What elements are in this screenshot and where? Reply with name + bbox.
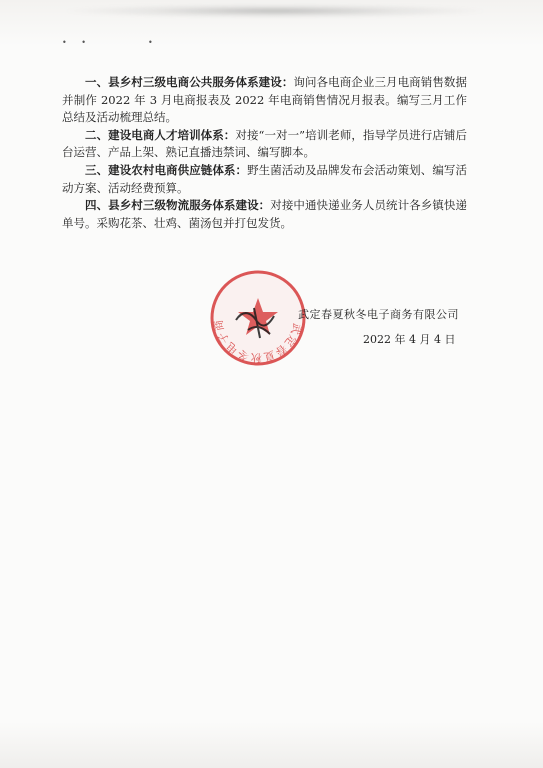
paragraph-text: 对接中通快递业务人员统计各乡镇快递单号。采购花茶、壮鸡、菌汤包并打包发货。 (62, 198, 467, 230)
company-name: 武定春夏秋冬电子商务有限公司 (298, 308, 459, 321)
paragraph-text: 野生菌活动及品牌发布会活动策划、编写活动方案、活动经费预算。 (62, 162, 467, 195)
company-seal (208, 268, 308, 368)
scan-artifact: • (148, 38, 159, 47)
seal-graphic (208, 268, 308, 368)
paragraph-heading: 一、县乡村三级电商公共服务体系建设： (85, 75, 294, 89)
paragraph-heading: 四、县乡村三级物流服务体系建设： (85, 198, 271, 213)
paragraph-4 (62, 197, 467, 232)
paragraph-text: 询问各电商企业三月电商销售数据并制作 2022 年 3 月电商报表及 2022 年电商销售情况月报表。编写三月工作总结及活动梳理总结。 (62, 75, 467, 125)
paragraph-1 (62, 74, 467, 127)
svg-text:武定春夏秋冬电子商务有限公司: 武定春夏秋冬电子商 (211, 317, 304, 365)
paragraph-3 (62, 162, 467, 197)
paragraph-2 (62, 127, 467, 162)
scan-shadow (60, 4, 490, 18)
document-body (62, 74, 467, 232)
document-date: 2022 年 4 月 4 日 (363, 333, 456, 346)
paragraph-heading: 二、建设电商人才培训体系： (85, 127, 236, 142)
paragraph-heading: 三、建设农村电商供应链体系： (85, 162, 248, 177)
paragraph-text: 对接“一对一”培训老师，指导学员进行店铺后台运营、产品上架、熟记直播违禁词、编写脚本。 (62, 127, 468, 160)
scan-artifact: • • (62, 38, 92, 47)
